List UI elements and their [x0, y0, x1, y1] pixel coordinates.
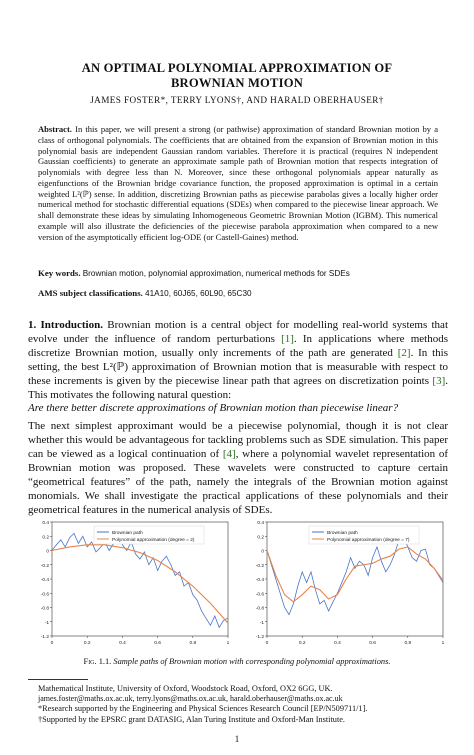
y-tick-label: -0.8: [255, 606, 264, 612]
figure-caption: [20, 657, 454, 666]
y-tick-label: 0.2: [257, 535, 264, 541]
section-heading: 1. Introduction.: [28, 319, 103, 331]
y-tick-label: 0.4: [42, 521, 49, 526]
legend-entry: Polynomial approximation (degree = 7): [327, 537, 410, 543]
abstract-label: Abstract.: [38, 124, 72, 134]
figure-caption-text: Sample paths of Brownian motion with corresponding polynomial approximations.: [113, 657, 391, 666]
citation-link[interactable]: [2]: [397, 347, 411, 359]
y-tick-label: -0.8: [40, 606, 49, 612]
legend-entry: Brownian path: [327, 530, 358, 536]
legend-entry: Brownian path: [112, 530, 143, 536]
paper-title: [20, 61, 454, 91]
x-tick-label: 1: [226, 641, 230, 646]
y-tick-label: -0.6: [255, 592, 264, 598]
ams-label: AMS subject classifications.: [38, 288, 143, 298]
x-tick-label: 0: [265, 641, 269, 646]
y-tick-label: -0.2: [40, 563, 49, 569]
y-tick-label: 0.4: [257, 521, 264, 526]
figure-label: Fig. 1.1.: [83, 657, 112, 666]
x-tick-label: 0.8: [189, 641, 197, 646]
footnote-emails: james.foster@maths.ox.ac.uk, terry.lyons@maths.ox.ac.uk, harald.oberhauser@maths.ox.ac.uk: [38, 694, 343, 704]
keywords-label: Key words.: [38, 268, 81, 278]
ams-text: 41A10, 60J65, 60L90, 65C30: [145, 289, 252, 298]
x-tick-label: 0.8: [404, 641, 412, 646]
title-line-2: BROWNIAN MOTION: [170, 76, 304, 90]
y-tick-label: -0.6: [40, 592, 49, 598]
footnote-affiliation: Mathematical Institute, University of Oxford, Woodstock Road, Oxford, OX2 6GG, UK.: [38, 684, 333, 693]
x-tick-label: 0.2: [298, 641, 306, 646]
research-question: Are there better discrete approximations of Brownian motion than piecewise linear?: [28, 402, 399, 414]
authors-line: JAMES FOSTER*, TERRY LYONS†, AND HARALD OBERHAUSER†: [90, 95, 384, 105]
abstract-text: In this paper, we will present a strong (or pathwise) approximation of standard Brownian motion by a class of orthogonal polynomials. The coefficients that are obtained from the expansion of Brownian motion in this polynomial basis are independent Gaussian random variables. Therefore it is practical (requires N independent Gaussian coefficients) to generate an approximate sample path of Brownian motion that respects integration of polynomials with degree less than N. Moreover, since these orthogonal polynomials appear naturally as eigenfunctions of the Brownian bridge covariance function, the proposed approximation is optimal in a certain weighted L²(ℙ) sense. In addition, discretizing Brownian paths as piecewise parabolas gives a locally higher order numerical method for stochastic differential equations (SDEs) when compared to the piecewise linear approach. We shall demonstrate these ideas by simulating Inhomogeneous Geometric Brownian Motion (IGBM). This numerical example will also illustrate the deficiencies of the piecewise parabola approximation when compared to a new version of the asymptotically efficient log-ODE (or Castell-Gaines) method.: [38, 124, 438, 242]
x-tick-label: 0.2: [83, 641, 91, 646]
y-tick-label: 0.2: [42, 535, 49, 541]
keywords: [38, 268, 438, 278]
footnote-grant-support: †Supported by the EPSRC grant DATASIG, Alan Turing Institute and Oxford-Man Institute.: [38, 714, 345, 724]
x-tick-label: 0.6: [154, 641, 161, 646]
y-tick-label: -0.4: [40, 578, 49, 583]
intro-text-a: Brownian motion is a central object for modelling real-world systems that evolve under the influence of random perturbations: [28, 319, 448, 345]
chart-left: [28, 518, 233, 653]
abstract: [38, 124, 438, 242]
footnote-rule: [28, 679, 88, 680]
x-tick-label: 0.4: [334, 641, 341, 646]
footnote-research-support: *Research supported by the Engineering and Physical Sciences Research Council [EP/N509711/1].: [38, 704, 368, 714]
legend-entry: Polynomial approximation (degree = 2): [112, 537, 195, 543]
y-tick-label: -1: [259, 620, 264, 626]
figure-charts: [28, 518, 448, 653]
chart-right: [243, 518, 448, 653]
title-line-1: AN OPTIMAL POLYNOMIAL APPROXIMATION OF: [81, 61, 393, 75]
intro2-text-a: The next simplest approximant would be a piecewise polynomial, though it is not clear whether this would be advantageous for tackling problems such as SDE simulation. This paper can be viewed as a logical continuation of: [28, 420, 448, 460]
citation-link[interactable]: [1]: [281, 333, 294, 345]
y-tick-label: -1.2: [40, 635, 49, 640]
x-tick-label: 0.6: [369, 641, 376, 646]
y-tick-label: 0: [261, 549, 264, 555]
footnotes: [38, 684, 448, 725]
ams-classifications: [38, 288, 438, 298]
x-tick-label: 0: [50, 641, 54, 646]
citation-link[interactable]: [4]: [222, 448, 236, 460]
keywords-text: Brownian motion, polynomial approximation, numerical methods for SDEs: [82, 269, 350, 278]
y-tick-label: -1.2: [255, 635, 264, 640]
intro-paragraph-2: [28, 419, 448, 517]
y-tick-label: -0.4: [255, 578, 264, 583]
x-tick-label: 0.4: [119, 641, 126, 646]
intro-paragraph-1: [28, 318, 448, 402]
y-tick-label: 0: [46, 549, 49, 555]
citation-link[interactable]: [3]: [432, 375, 446, 387]
intro-text-d: . This motivates the following natural question:: [28, 375, 448, 401]
page-number: 1: [234, 734, 240, 744]
x-tick-label: 1: [441, 641, 445, 646]
intro-text-b: . In applications where methods discretize Brownian motion, usually only increments of the path are generated: [28, 333, 448, 359]
intro2-text-b: , where a polynomial wavelet representation of Brownian motion was proposed. These wavelets were constructed to capture certain “geometrical features” of the path, namely the integrals of the Brownian motion against monomials. We shall investigate the practical applications of these polynomials and their geometrical features in the numerical analysis of SDEs.: [28, 448, 448, 516]
y-tick-label: -0.2: [255, 563, 264, 569]
intro-text-c: . In this setting, the best L²(ℙ) approximation of Brownian motion that is measurable with respect to these increments is given by the piecewise linear path that agrees on discretization points: [28, 347, 449, 387]
y-tick-label: -1: [44, 620, 49, 626]
